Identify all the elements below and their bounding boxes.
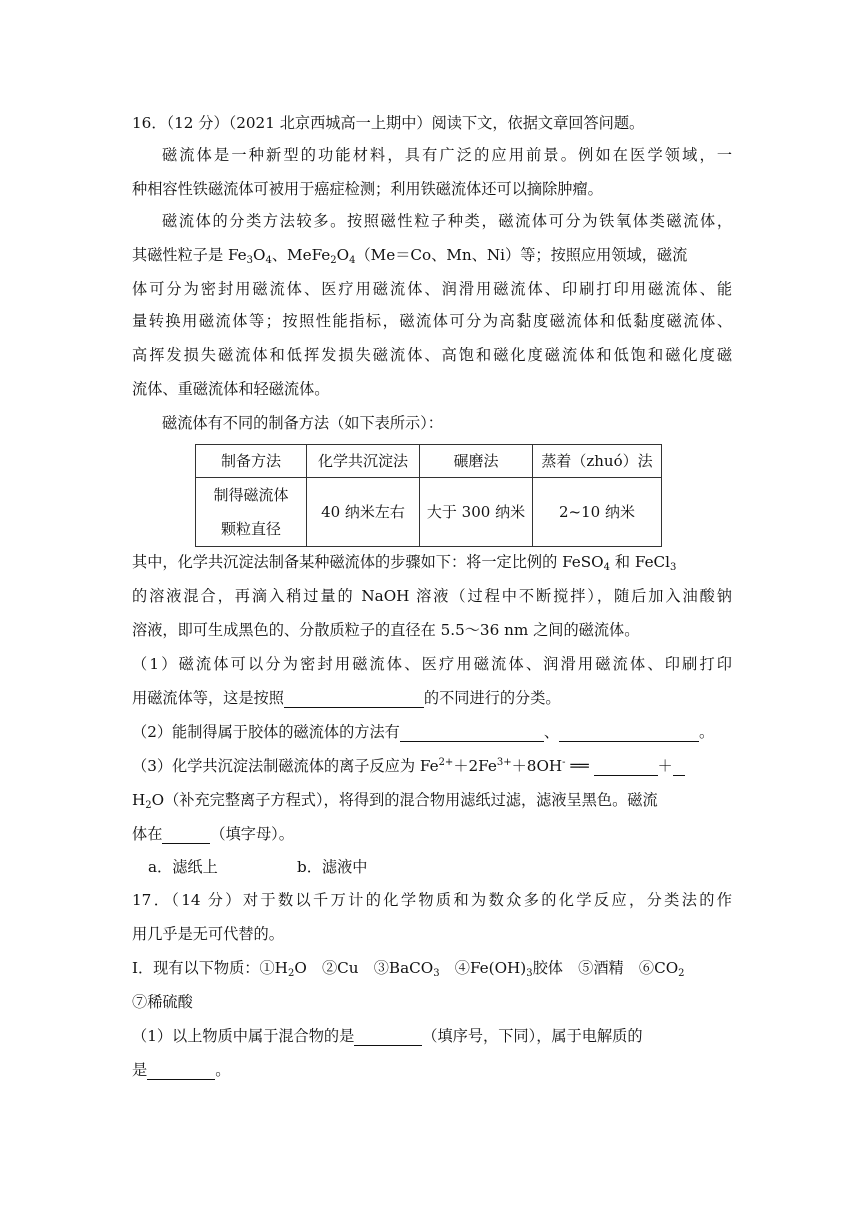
paragraph-2-line-6: 流体、重磁流体和轻磁流体。: [132, 380, 330, 398]
paragraph-2-line-2: 其磁性粒子是 $Fe_3O_4$、$MeFe_2O_4(Me=Co$、Mn、Ni）等；按照应用领域，磁流: [132, 246, 688, 266]
paragraph-4-line-2: 的溶液混合，再滴入稍过量的 NaOH 溶液（过程中不断搅拌），随后加入油酸钠: [132, 587, 732, 605]
answer-blank[interactable]: [354, 1026, 422, 1046]
question-17-subquestion-1-line-1: （1）以上物质中属于混合物的是 （填序号，下同），属于电解质的: [132, 1027, 643, 1045]
paragraph-2-line-4: 量转换用磁流体等；按照性能指标，磁流体可分为高黏度磁流体和低黏度磁流体、: [132, 312, 732, 330]
subquestion-1-line-2: 用磁流体等，这是按照 的不同进行的分类。: [132, 689, 561, 707]
table-cell: 40 纳米左右: [307, 478, 420, 547]
answer-blank[interactable]: [559, 722, 699, 742]
table-header-row: [196, 445, 662, 478]
table-intro: 磁流体有不同的制备方法（如下表所示）：: [162, 414, 443, 432]
paragraph-2-line-3: 体可分为密封用磁流体、医疗用磁流体、润滑用磁流体、印刷打印用磁流体、能: [132, 280, 732, 298]
answer-blank[interactable]: [673, 756, 685, 776]
table-row: [196, 478, 662, 547]
table-header-cell: 制备方法: [196, 445, 307, 478]
preparation-methods-table: [195, 444, 662, 547]
subquestion-1-line-1: （1）磁流体可以分为密封用磁流体、医疗用磁流体、润滑用磁流体、印刷打印: [132, 655, 732, 673]
subquestion-3-line-2: $H_2O$（补充完整离子方程式），将得到的混合物用滤纸过滤，滤液呈黑色。磁流: [132, 791, 658, 811]
table-cell: 大于 300 纳米: [420, 478, 533, 547]
table-header-cell: 碾磨法: [420, 445, 533, 478]
answer-blank[interactable]: [594, 756, 658, 776]
question-score: （12 分）: [166, 114, 229, 132]
question-number: 16．: [132, 114, 167, 132]
table-row-label: 制得磁流体 颗粒直径: [196, 478, 307, 547]
option-a[interactable]: a．滤纸上: [148, 858, 218, 876]
question-source: （2021 北京西城高一上期中）: [228, 114, 432, 132]
table-cell: 2~10 纳米: [533, 478, 662, 547]
question-17-line-1: 17．（14 分）对于数以千万计的化学物质和为数众多的化学反应，分类法的作: [132, 891, 732, 909]
paragraph-1-line-2: 种相容性铁磁流体可被用于癌症检测；利用铁磁流体还可以摘除肿瘤。: [132, 180, 603, 198]
question-17-substance-7: ⑦稀硫酸: [132, 993, 193, 1011]
paragraph-4-line-1: 其中，化学共沉淀法制备某种磁流体的步骤如下：将一定比例的 FeSO$_4$ 和 FeCl$_3$: [132, 553, 677, 573]
answer-blank[interactable]: [162, 824, 210, 844]
table-header-cell: 蒸着（zhuó）法: [533, 445, 662, 478]
subquestion-3-line-3: 体在 （填字母）。: [132, 825, 294, 843]
paragraph-1-line-1: 磁流体是一种新型的功能材料，具有广泛的应用前景。例如在医学领域，一: [162, 146, 732, 164]
question-17-subquestion-1-line-2: 是 。: [132, 1061, 231, 1079]
subquestion-2: （2）能制得属于胶体的磁流体的方法有 、 。: [132, 723, 715, 741]
option-b[interactable]: b．滤液中: [297, 858, 368, 876]
question-17-line-2: 用几乎是无可代替的。: [132, 925, 284, 943]
answer-blank[interactable]: [147, 1060, 215, 1080]
subquestion-3-line-1: （3）化学共沉淀法制磁流体的离子反应为 $Fe^{2+}+2Fe^{3+}+8OH^-$ ══ ＋: [132, 750, 732, 782]
paragraph-2-line-5: 高挥发损失磁流体和低挥发损失磁流体、高饱和磁化度磁流体和低饱和磁化度磁: [132, 346, 732, 364]
question-16-header: [132, 107, 732, 139]
paragraph-2-line-1: 磁流体的分类方法较多。按照磁性粒子种类，磁流体可分为铁氧体类磁流体，: [162, 212, 732, 230]
paragraph-4-line-3: 溶液，即可生成黑色的、分散质粒子的直径在 5.5～36 nm 之间的磁流体。: [132, 621, 640, 639]
answer-blank[interactable]: [284, 688, 424, 708]
question-17-substances: I．现有以下物质：$①H_2O$ ②Cu ③BaCO$_3$ $④Fe(OH)_3$胶体 ⑤酒精 $⑥CO_2$: [132, 959, 685, 979]
question-instruction: 阅读下文，依据文章回答问题。: [431, 114, 645, 132]
answer-blank[interactable]: [400, 722, 544, 742]
table-header-cell: 化学共沉淀法: [307, 445, 420, 478]
